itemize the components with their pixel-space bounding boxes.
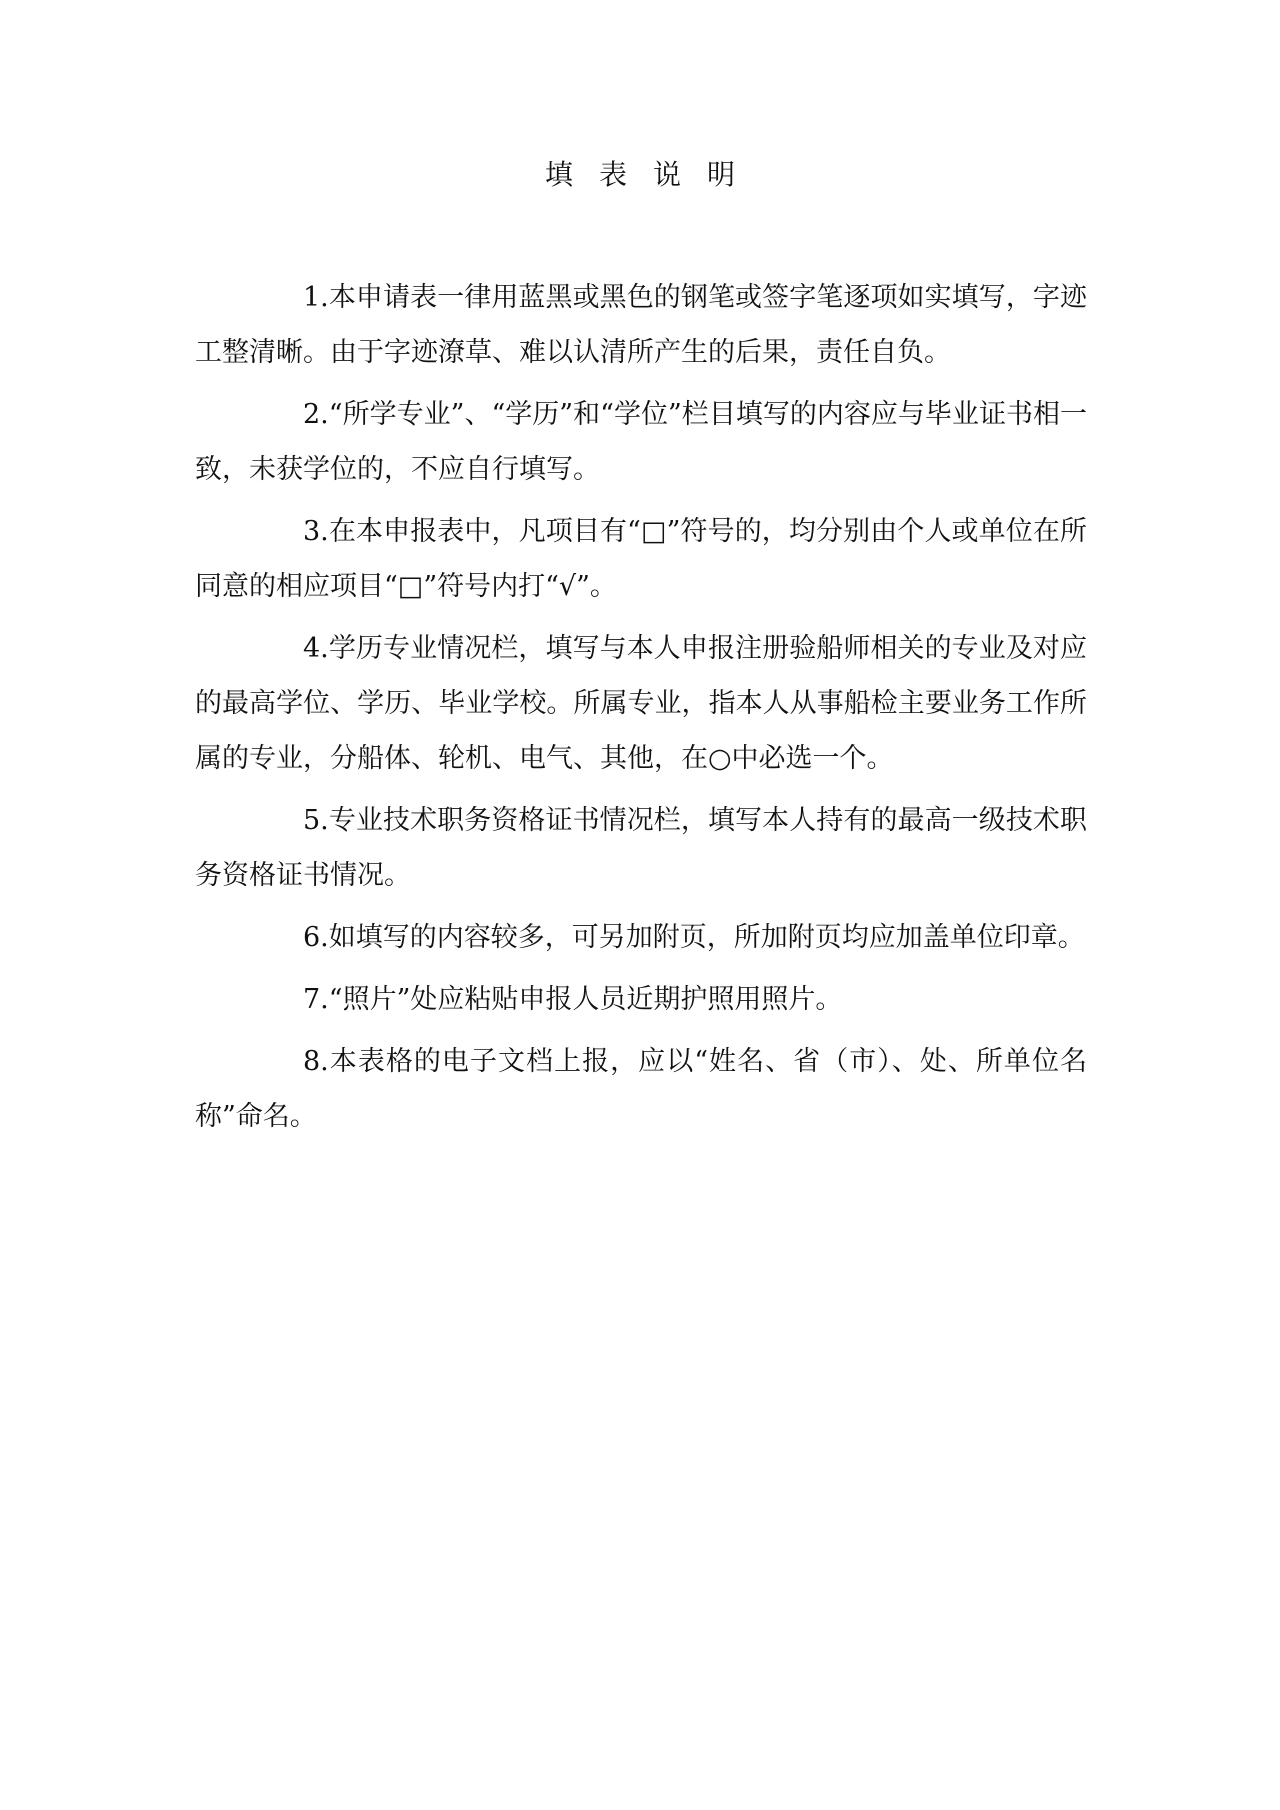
item-text: 本表格的电子文档上报，应以“姓名、省（市）、处、所单位名称”命名。 (195, 1046, 1087, 1132)
instructions-list (195, 270, 1087, 1151)
item-number: 6. (303, 922, 329, 953)
instruction-item-6 (195, 910, 1087, 965)
instruction-item-5 (195, 793, 1087, 903)
item-number: 4. (303, 633, 329, 664)
instruction-item-7 (195, 972, 1087, 1027)
instruction-item-4 (195, 621, 1087, 786)
item-number: 2. (303, 399, 329, 430)
item-text: 如填写的内容较多，可另加附页，所加附页均应加盖单位印章。 (328, 922, 1085, 953)
item-text: “照片”处应粘贴申报人员近期护照用照片。 (328, 984, 843, 1015)
item-text: “所学专业”、“学历”和“学位”栏目填写的内容应与毕业证书相一致，未获学位的，不应自行填写。 (195, 399, 1087, 485)
instruction-item-8 (195, 1034, 1087, 1144)
item-text: 专业技术职务资格证书情况栏，填写本人持有的最高一级技术职务资格证书情况。 (195, 805, 1087, 891)
item-number: 8. (303, 1046, 329, 1077)
item-number: 5. (303, 805, 329, 836)
item-number: 1. (303, 282, 329, 313)
page-title: 填表说明 (544, 158, 761, 191)
item-number: 3. (303, 516, 329, 547)
item-text: 本申请表一律用蓝黑或黑色的钢笔或签字笔逐项如实填写，字迹工整清晰。由于字迹潦草、难以认清所产生的后果，责任自负。 (195, 282, 1087, 368)
item-number: 7. (303, 984, 329, 1015)
item-text: 在本申报表中，凡项目有“□”符号的，均分别由个人或单位在所同意的相应项目“□”符号内打“√”。 (195, 516, 1087, 602)
instruction-item-1 (195, 270, 1087, 380)
item-text: 学历专业情况栏，填写与本人申报注册验船师相关的专业及对应的最高学位、学历、毕业学校。所属专业，指本人从事船检主要业务工作所属的专业，分船体、轮机、电气、其他，在○中必选一个。 (195, 633, 1087, 774)
instruction-item-3 (195, 504, 1087, 614)
instruction-item-2 (195, 387, 1087, 497)
